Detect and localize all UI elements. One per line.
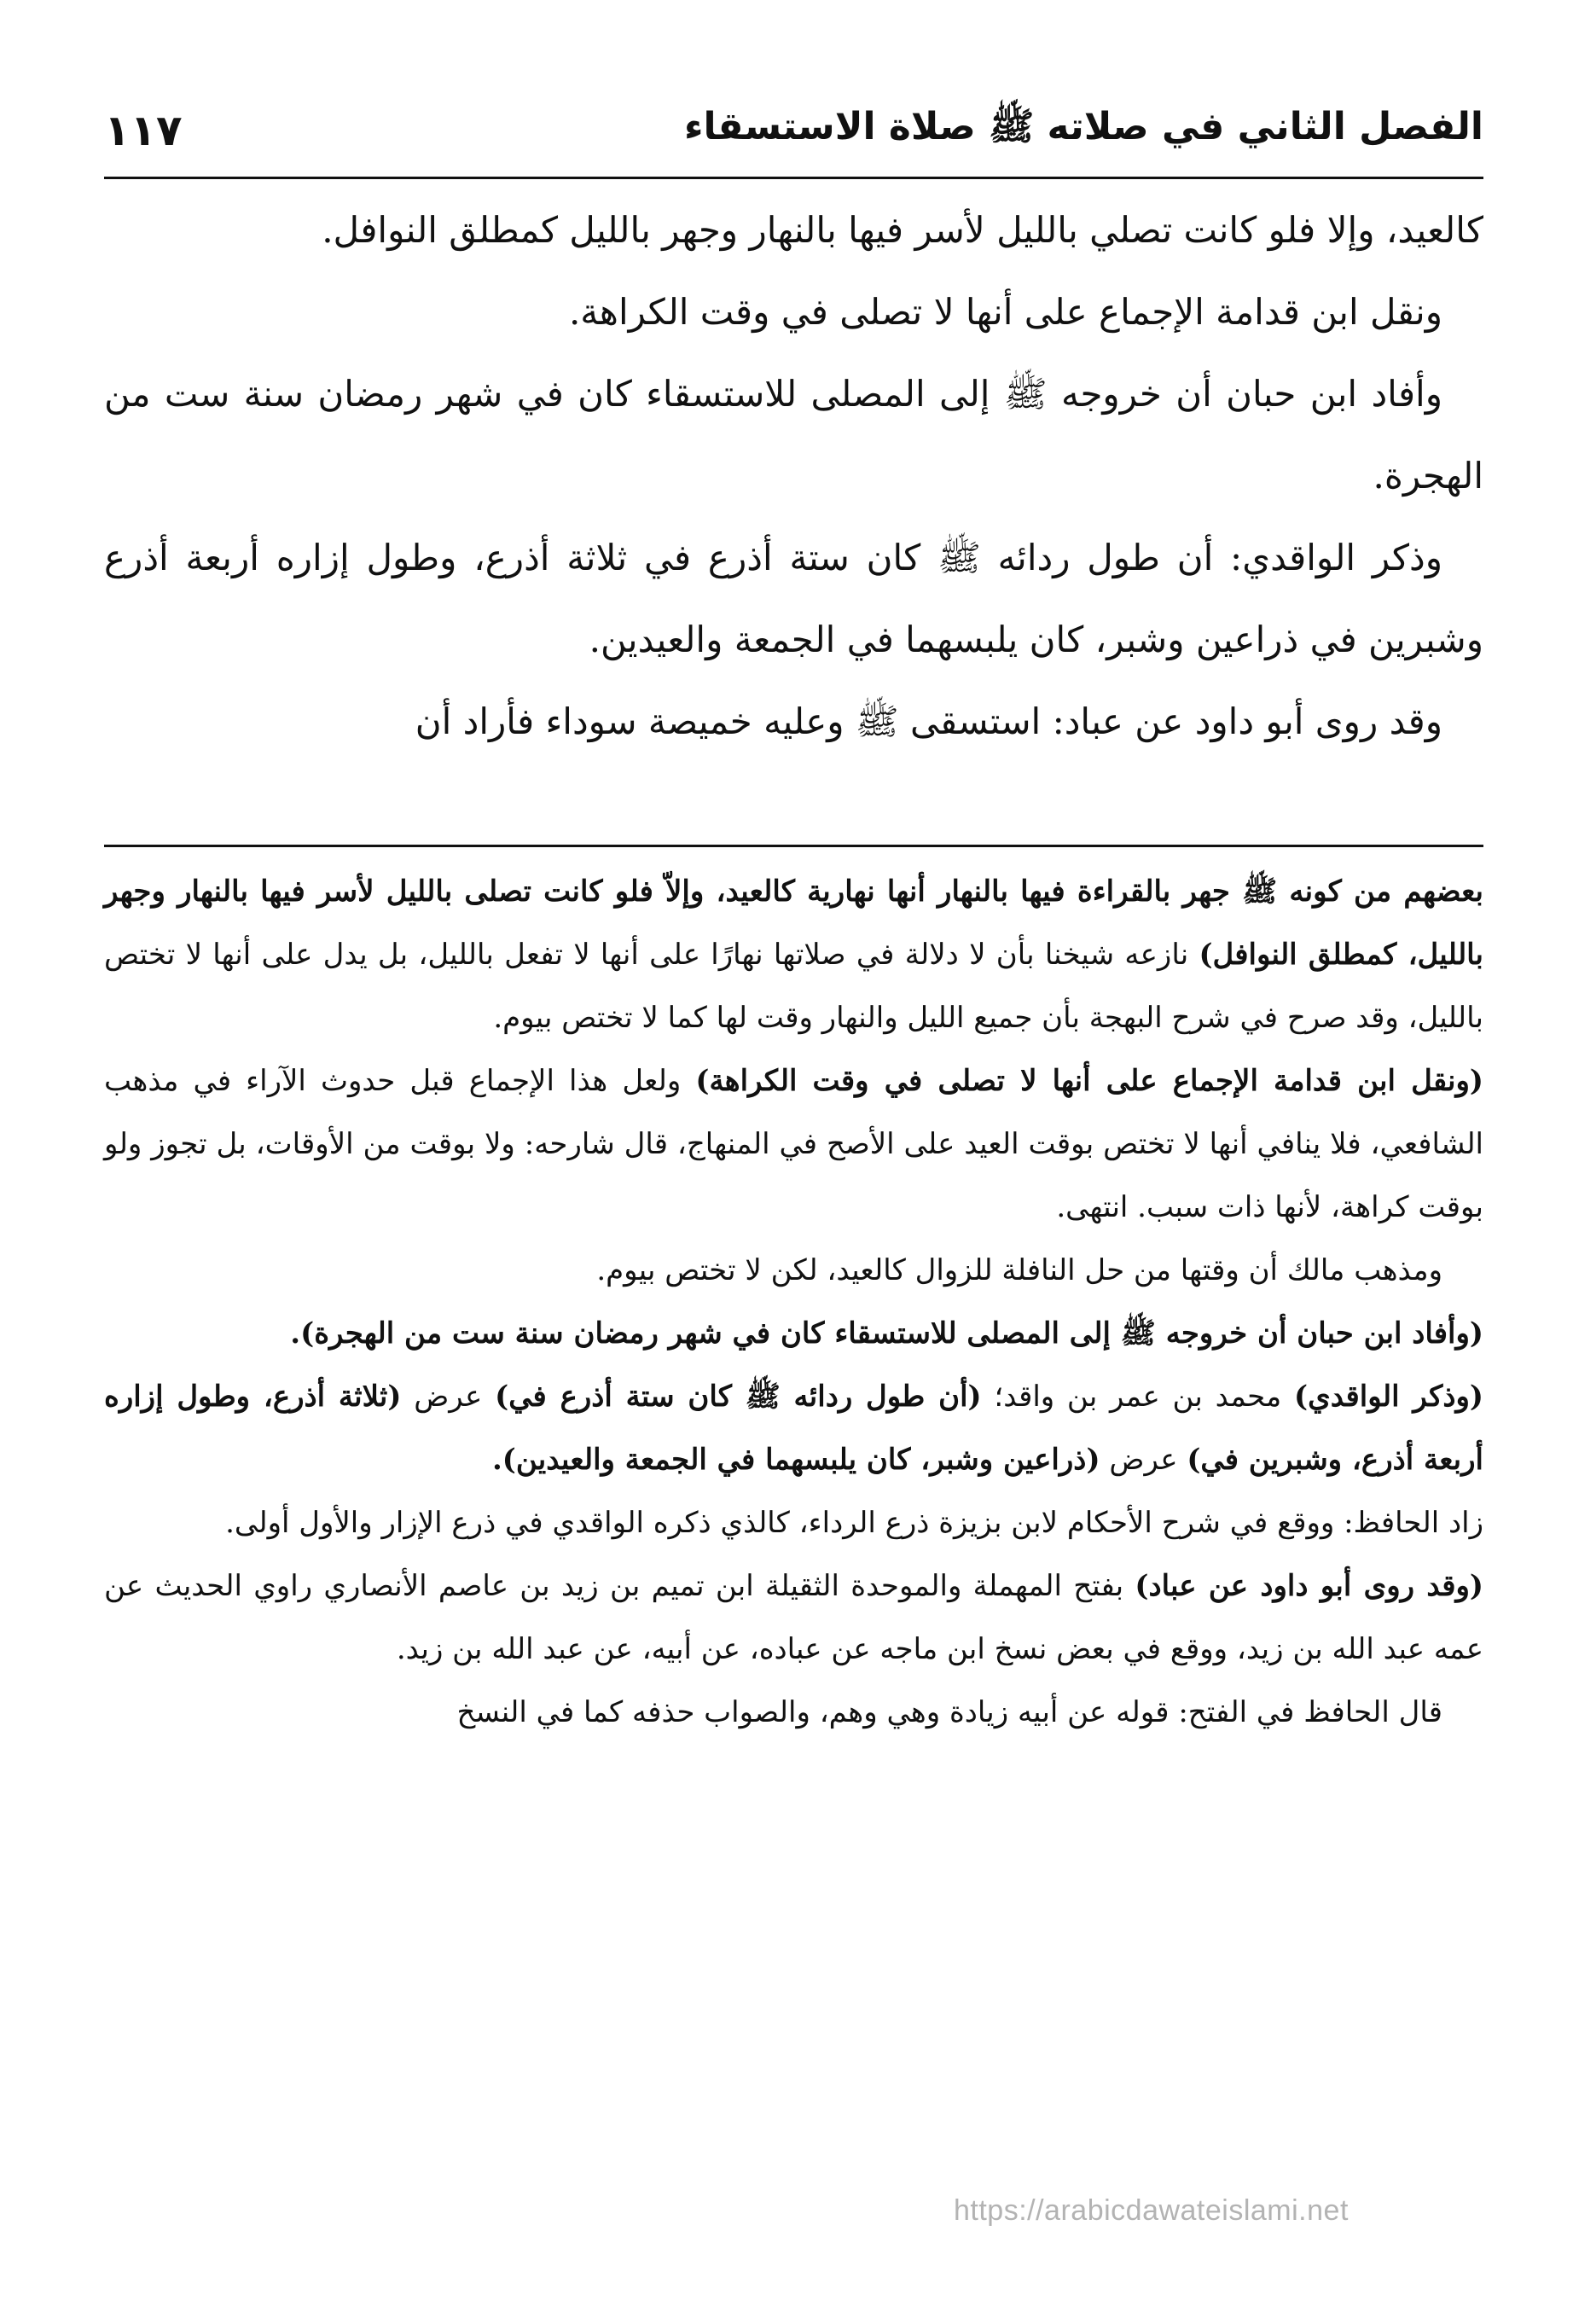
commentary-paragraph: قال الحافظ في الفتح: قوله عن أبيه زيادة وهي وهم، والصواب حذفه كما في النسخ (456, 1695, 1442, 1729)
main-paragraph: ونقل ابن قدامة الإجماع على أنها لا تصلى في وقت الكراهة. (568, 291, 1442, 333)
page-number: ١١٧ (104, 106, 183, 155)
main-paragraph: كالعيد، وإلا فلو كانت تصلي بالليل لأسر فيها بالنهار وجهر بالليل كمطلق النوافل. (322, 209, 1483, 251)
watermark-url: https://arabicdawateislami.net (954, 2194, 1349, 2227)
commentary-span: نازعه شيخنا بأن لا دلالة في صلاتها نهارًا على أنها لا تفعل بالليل، بل يدل على أنها لا تختص بالليل، وقد صرح في شرح البهجة بأن جميع الليل والنهار وقت لها كما لا تختص بيوم. (104, 938, 1483, 1035)
commentary-span: بفتح المهملة والموحدة الثقيلة ابن تميم بن زيد بن عاصم الأنصاري راوي الحديث عن عمه عبد الله بن زيد، ووقع في بعض نسخ ابن ماجه عن عباده، عن أبيه، عن عبد الله بن زيد. (104, 1569, 1483, 1666)
header-divider (104, 177, 1483, 179)
commentary-paragraph (104, 1302, 1483, 1365)
quoted-matn: (ذراعين وشبر، كان يلبسهما في الجمعة والعيدين). (491, 1443, 1100, 1477)
commentary-paragraph (104, 1049, 1483, 1239)
commentary-span: ولعل هذا الإجماع قبل حدوث الآراء في مذهب الشافعي، فلا ينافي أنها لا تختص بوقت العيد على الأصح في المنهاج، قال شارحه: ولا بوقت من الأوقات، بل تجوز ولو بوقت كراهة، لأنها ذات سبب. انتهى. (104, 1064, 1483, 1224)
commentary-paragraph (104, 860, 1483, 1049)
commentary-text (104, 860, 1483, 1744)
commentary-paragraph (104, 1554, 1483, 1681)
commentary-paragraph (104, 1365, 1483, 1491)
quoted-matn: (ونقل ابن قدامة الإجماع على أنها لا تصلى في وقت الكراهة) (695, 1064, 1483, 1098)
chapter-title: الفصل الثاني في صلاته ﷺ صلاة الاستسقاء (684, 105, 1483, 148)
quoted-matn: (وأفاد ابن حبان أن خروجه ﷺ إلى المصلى للاستسقاء كان في شهر رمضان سنة ست من الهجرة). (290, 1316, 1483, 1351)
main-paragraph: وذكر الواقدي: أن طول ردائه ﷺ كان ستة أذرع في ثلاثة أذرع، وطول إزاره أربعة أذرع وشبرين في ذراعين وشبر، كان يلبسهما في الجمعة والعيدين. (104, 537, 1483, 660)
main-paragraph: وأفاد ابن حبان أن خروجه ﷺ إلى المصلى للاستسقاء كان في شهر رمضان سنة ست من الهجرة. (104, 373, 1483, 497)
quoted-matn: (أن طول ردائه ﷺ كان ستة أذرع في) (495, 1380, 982, 1414)
commentary-paragraph: ومذهب مالك أن وقتها من حل النافلة للزوال كالعيد، لكن لا تختص بيوم. (596, 1253, 1442, 1287)
quoted-matn: (وقد روى أبو داود عن عباد) (1135, 1569, 1483, 1603)
quoted-matn: (وذكر الواقدي) (1294, 1380, 1483, 1414)
quoted-matn: بعضهم من كونه ﷺ جهر بالقراءة فيها بالنهار أنها نهارية كالعيد، وإلاّ فلو كانت تصلى بالليل لأسر فيها بالنهار وجهر بالليل، كمطلق النوافل) (104, 874, 1483, 972)
main-paragraph: وقد روى أبو داود عن عباد: استسقى ﷺ وعليه خميصة سوداء فأراد أن (415, 700, 1442, 742)
commentary-paragraph: زاد الحافظ: ووقع في شرح الأحكام لابن بزيزة ذرع الرداء، كالذي ذكره الواقدي في ذرع الإزار والأول أولى. (225, 1506, 1483, 1540)
commentary-span: عرض (1100, 1443, 1187, 1477)
commentary-span: عرض (401, 1380, 496, 1414)
running-header (104, 92, 1483, 169)
text-divider (104, 845, 1483, 847)
commentary-span: محمد بن عمر بن واقد؛ (981, 1380, 1294, 1414)
quoted-matn: (ثلاثة أذرع، وطول إزاره أربعة أذرع، وشبرين في) (104, 1380, 1483, 1477)
main-text (104, 189, 1483, 763)
